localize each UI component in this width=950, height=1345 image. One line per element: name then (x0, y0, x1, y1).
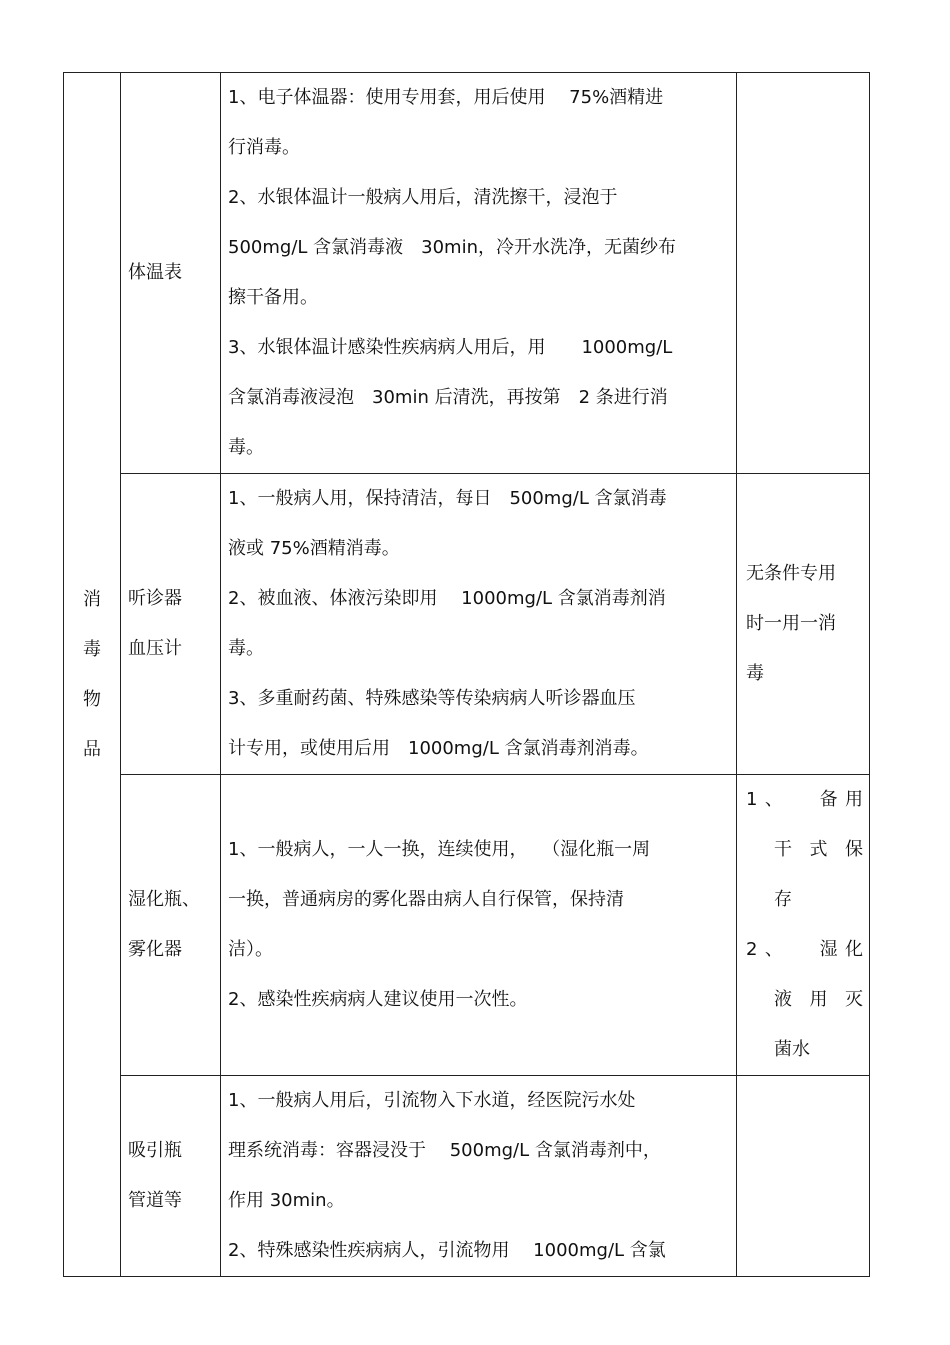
method-line: 洁）。 (228, 939, 273, 960)
item-method-cell (221, 474, 737, 775)
category-char: 毒 (83, 638, 101, 660)
category-cell (64, 73, 121, 1277)
category-char: 消 (83, 588, 101, 610)
note-line: 毒 (746, 663, 764, 684)
method-line: 计专用，或使用后用 1000mg/L 含氯消毒剂消毒。 (228, 738, 649, 759)
method-line: 作用 30min。 (228, 1190, 345, 1211)
category-char: 品 (83, 738, 101, 760)
method-line: 2、感染性疾病病人建议使用一次性。 (228, 989, 528, 1010)
item-name-cell (121, 474, 221, 775)
method-line: 毒。 (228, 437, 264, 458)
note-line: 无条件专用 (746, 563, 836, 584)
item-name: 雾化器 (128, 939, 182, 960)
item-name: 听诊器 (128, 588, 182, 609)
method-line: 2、被血液、体液污染即用 1000mg/L 含氯消毒剂消 (228, 588, 666, 609)
method-line: 擦干备用。 (228, 287, 318, 308)
item-method-cell (221, 775, 737, 1076)
table-row (64, 474, 870, 775)
method-line: 500mg/L 含氯消毒液 30min，冷开水洗净，无菌纱布 (228, 237, 676, 258)
table-row (64, 775, 870, 1076)
item-name: 体温表 (128, 262, 182, 283)
disinfection-table (63, 72, 870, 1277)
note-line: 液用灭 (774, 989, 863, 1010)
method-line: 毒。 (228, 638, 264, 659)
item-note-cell (737, 775, 870, 1076)
item-method-cell (221, 1076, 737, 1277)
note-line: 菌水 (774, 1039, 810, 1060)
item-name: 吸引瓶 (128, 1140, 182, 1161)
method-line: 1、一般病人，一人一换，连续使用， （湿化瓶一周 (228, 839, 651, 860)
item-method-cell (221, 73, 737, 474)
method-line: 行消毒。 (228, 137, 300, 158)
item-name: 管道等 (128, 1190, 182, 1211)
table-row (64, 73, 870, 474)
note-line: 2、 湿化 (746, 939, 863, 960)
method-line: 1、一般病人用，保持清洁，每日 500mg/L 含氯消毒 (228, 488, 667, 509)
item-note-cell (737, 1076, 870, 1277)
method-line: 1、一般病人用后，引流物入下水道，经医院污水处 (228, 1090, 636, 1111)
method-line: 含氯消毒液浸泡 30min 后清洗，再按第 2 条进行消 (228, 387, 668, 408)
method-line: 一换，普通病房的雾化器由病人自行保管，保持清 (228, 889, 624, 910)
note-line: 干式保 (774, 839, 863, 860)
note-line: 1、 备用 (746, 789, 863, 810)
note-line: 时一用一消 (746, 613, 836, 634)
item-name-cell (121, 73, 221, 474)
item-name: 湿化瓶、 (128, 889, 200, 910)
item-name-cell (121, 1076, 221, 1277)
method-line: 3、水银体温计感染性疾病病人用后，用 1000mg/L (228, 337, 673, 358)
method-line: 2、特殊感染性疾病病人，引流物用 1000mg/L 含氯 (228, 1240, 666, 1261)
category-char: 物 (83, 688, 101, 710)
method-line: 液或 75%酒精消毒。 (228, 538, 400, 559)
note-line: 存 (774, 889, 792, 910)
item-note-cell (737, 73, 870, 474)
item-name: 血压计 (128, 638, 182, 659)
method-line: 理系统消毒：容器浸没于 500mg/L 含氯消毒剂中， (228, 1140, 661, 1161)
item-name-cell (121, 775, 221, 1076)
method-line: 1、电子体温器：使用专用套，用后使用 75%酒精进 (228, 87, 664, 108)
table-row (64, 1076, 870, 1277)
method-line: 3、多重耐药菌、特殊感染等传染病病人听诊器血压 (228, 688, 636, 709)
method-line: 2、水银体温计一般病人用后，清洗擦干，浸泡于 (228, 187, 618, 208)
item-note-cell (737, 474, 870, 775)
